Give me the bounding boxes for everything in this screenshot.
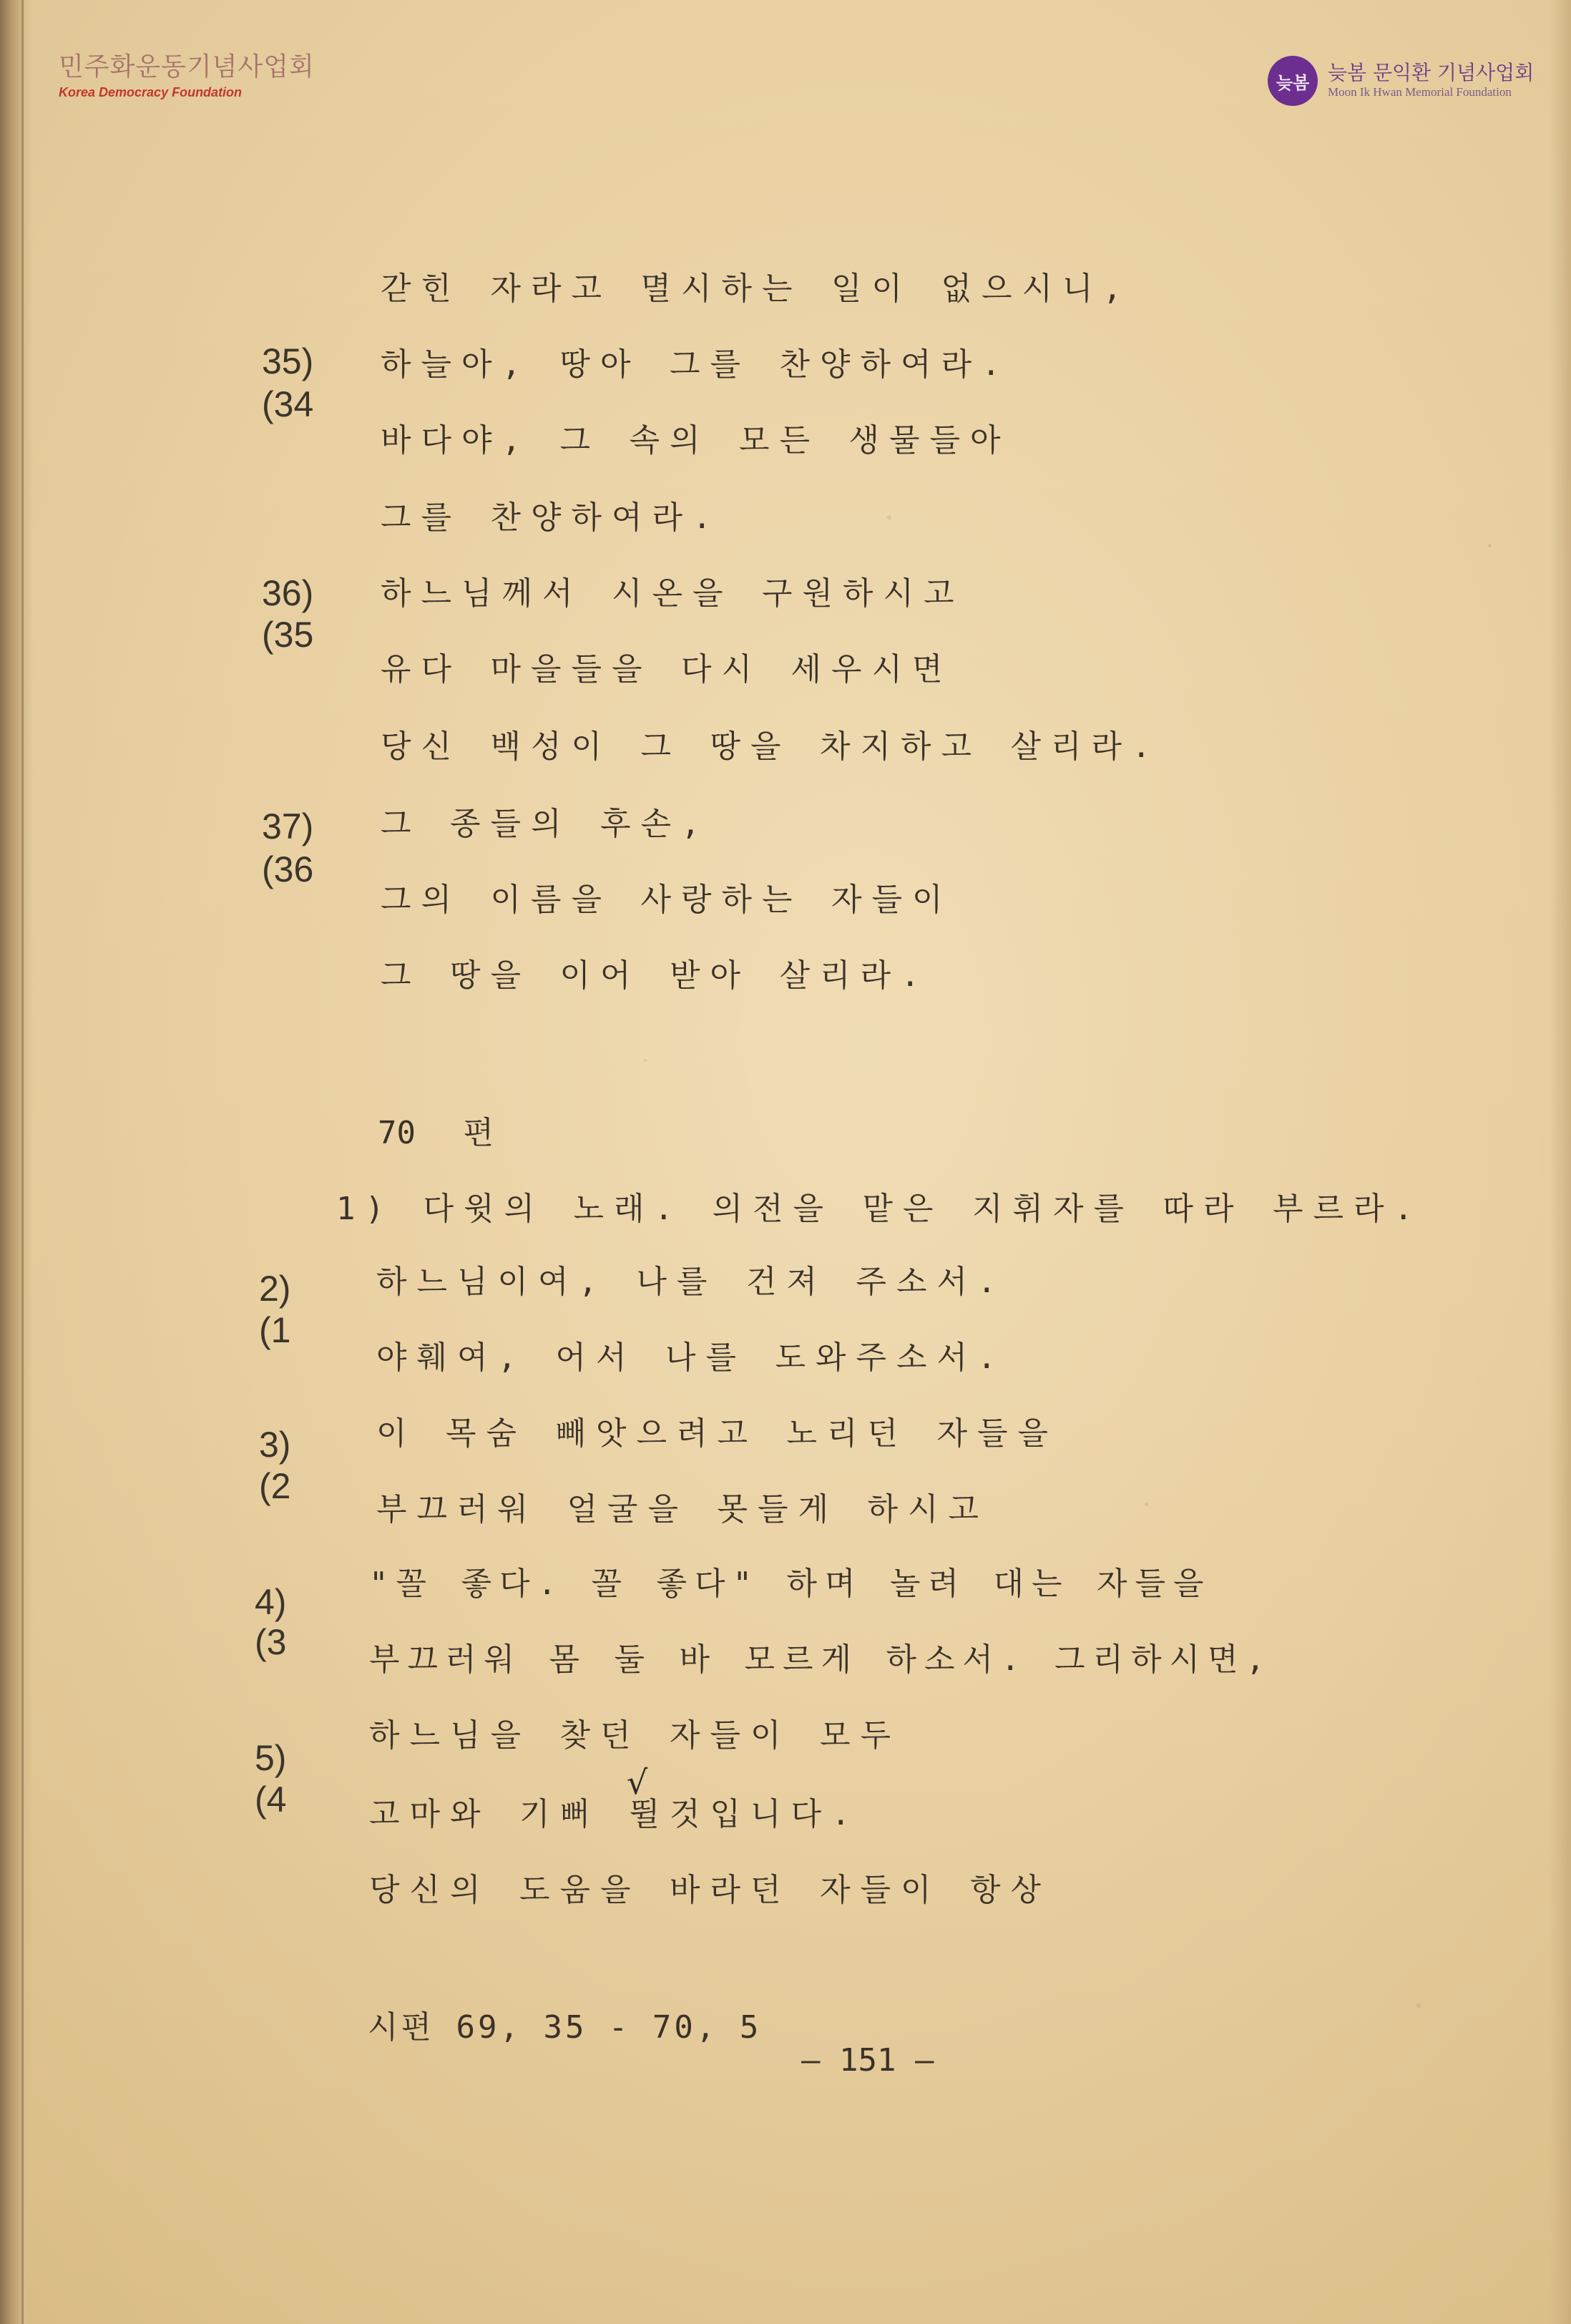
verse-number: 4) bbox=[255, 1582, 287, 1622]
text-line: 하느님이여, 나를 건져 주소서. bbox=[376, 1264, 1007, 1300]
text-line: 그의 이름을 사랑하는 자들이 bbox=[381, 882, 953, 918]
verse-number-alt: (34 bbox=[262, 384, 314, 424]
verse-number: 2) bbox=[259, 1269, 291, 1309]
verse-number-alt: (35 bbox=[262, 615, 314, 655]
paper-speck bbox=[1416, 2003, 1421, 2008]
binding-crease bbox=[21, 0, 24, 2324]
text-line: 유다 마을들을 다시 세우시면 bbox=[381, 651, 953, 688]
verse-number: 37) bbox=[262, 806, 314, 846]
text-line: 야훼여, 어서 나를 도와주소서. bbox=[376, 1339, 1007, 1376]
text-line: 그 종들의 후손, bbox=[381, 806, 710, 842]
text-line: 당신의 도움을 바라던 자들이 항상 bbox=[369, 1872, 1052, 1908]
text-line: 그 땅을 이어 받아 살리라. bbox=[381, 957, 930, 994]
psalm-heading: 70 편 bbox=[378, 1115, 494, 1151]
binding-spine bbox=[0, 0, 33, 2324]
page-number: — 151 — bbox=[801, 2042, 934, 2079]
text-line: 1) 다윗의 노래. 의전을 맡은 지휘자를 따라 부르라. bbox=[336, 1191, 1423, 1227]
paper-speck bbox=[1488, 544, 1492, 547]
text-line: 이 목숨 빼앗으려고 노리던 자들을 bbox=[376, 1415, 1059, 1452]
text-line: 갇힌 자라고 멸시하는 일이 없으시니, bbox=[381, 270, 1132, 307]
memorial-logo-english: Moon Ik Hwan Memorial Foundation bbox=[1328, 85, 1512, 99]
verse-number-alt: (3 bbox=[255, 1622, 287, 1662]
kdf-logo-korean: 민주화운동기념사업회 bbox=[59, 52, 315, 82]
verse-number: 35) bbox=[262, 341, 314, 381]
verse-number-alt: (36 bbox=[262, 849, 314, 889]
text-line: 부끄러워 몸 둘 바 모르게 하소서. 그리하시면, bbox=[369, 1641, 1273, 1678]
text-line: 당신 백성이 그 땅을 차지하고 살리라. bbox=[381, 728, 1161, 765]
text-line: 부끄러워 얼굴을 못들게 하시고 bbox=[376, 1491, 989, 1528]
kdf-logo-english: Korea Democracy Foundation bbox=[59, 85, 243, 99]
text-line: 바다야, 그 속의 모든 생물들아 bbox=[381, 422, 1011, 459]
verse-number-alt: (1 bbox=[259, 1310, 291, 1350]
handwritten-checkmark: √ bbox=[627, 1763, 648, 1802]
kdf-logo bbox=[59, 54, 315, 99]
scripture-reference: 시편 69, 35 - 70, 5 bbox=[368, 2009, 762, 2046]
verse-number: 3) bbox=[259, 1425, 291, 1465]
verse-number: 5) bbox=[255, 1738, 287, 1778]
paper-speck bbox=[887, 515, 891, 519]
seal-icon: 늦봄 bbox=[1268, 56, 1318, 106]
paper-speck bbox=[644, 1059, 647, 1062]
paper-speck bbox=[1145, 1503, 1148, 1506]
page-edge-shadow bbox=[1550, 0, 1571, 2324]
text-line: "꼴 좋다. 꼴 좋다" 하며 놀려 대는 자들을 bbox=[369, 1566, 1212, 1602]
text-line: 고마와 기뻐 뛸것입니다. bbox=[369, 1796, 861, 1832]
moon-ik-hwan-logo bbox=[1268, 56, 1534, 106]
verse-number-alt: (4 bbox=[255, 1779, 287, 1820]
text-line: 하느님을 찾던 자들이 모두 bbox=[369, 1717, 901, 1754]
verse-number-alt: (2 bbox=[259, 1466, 291, 1506]
text-line: 그를 찬양하여라. bbox=[381, 499, 722, 536]
text-line: 하늘아, 땅아 그를 찬양하여라. bbox=[381, 346, 1011, 383]
verse-number: 36) bbox=[262, 573, 314, 613]
memorial-logo-korean: 늦봄 문익환 기념사업회 bbox=[1328, 60, 1535, 84]
text-line: 하느님께서 시온을 구원하시고 bbox=[381, 575, 964, 612]
